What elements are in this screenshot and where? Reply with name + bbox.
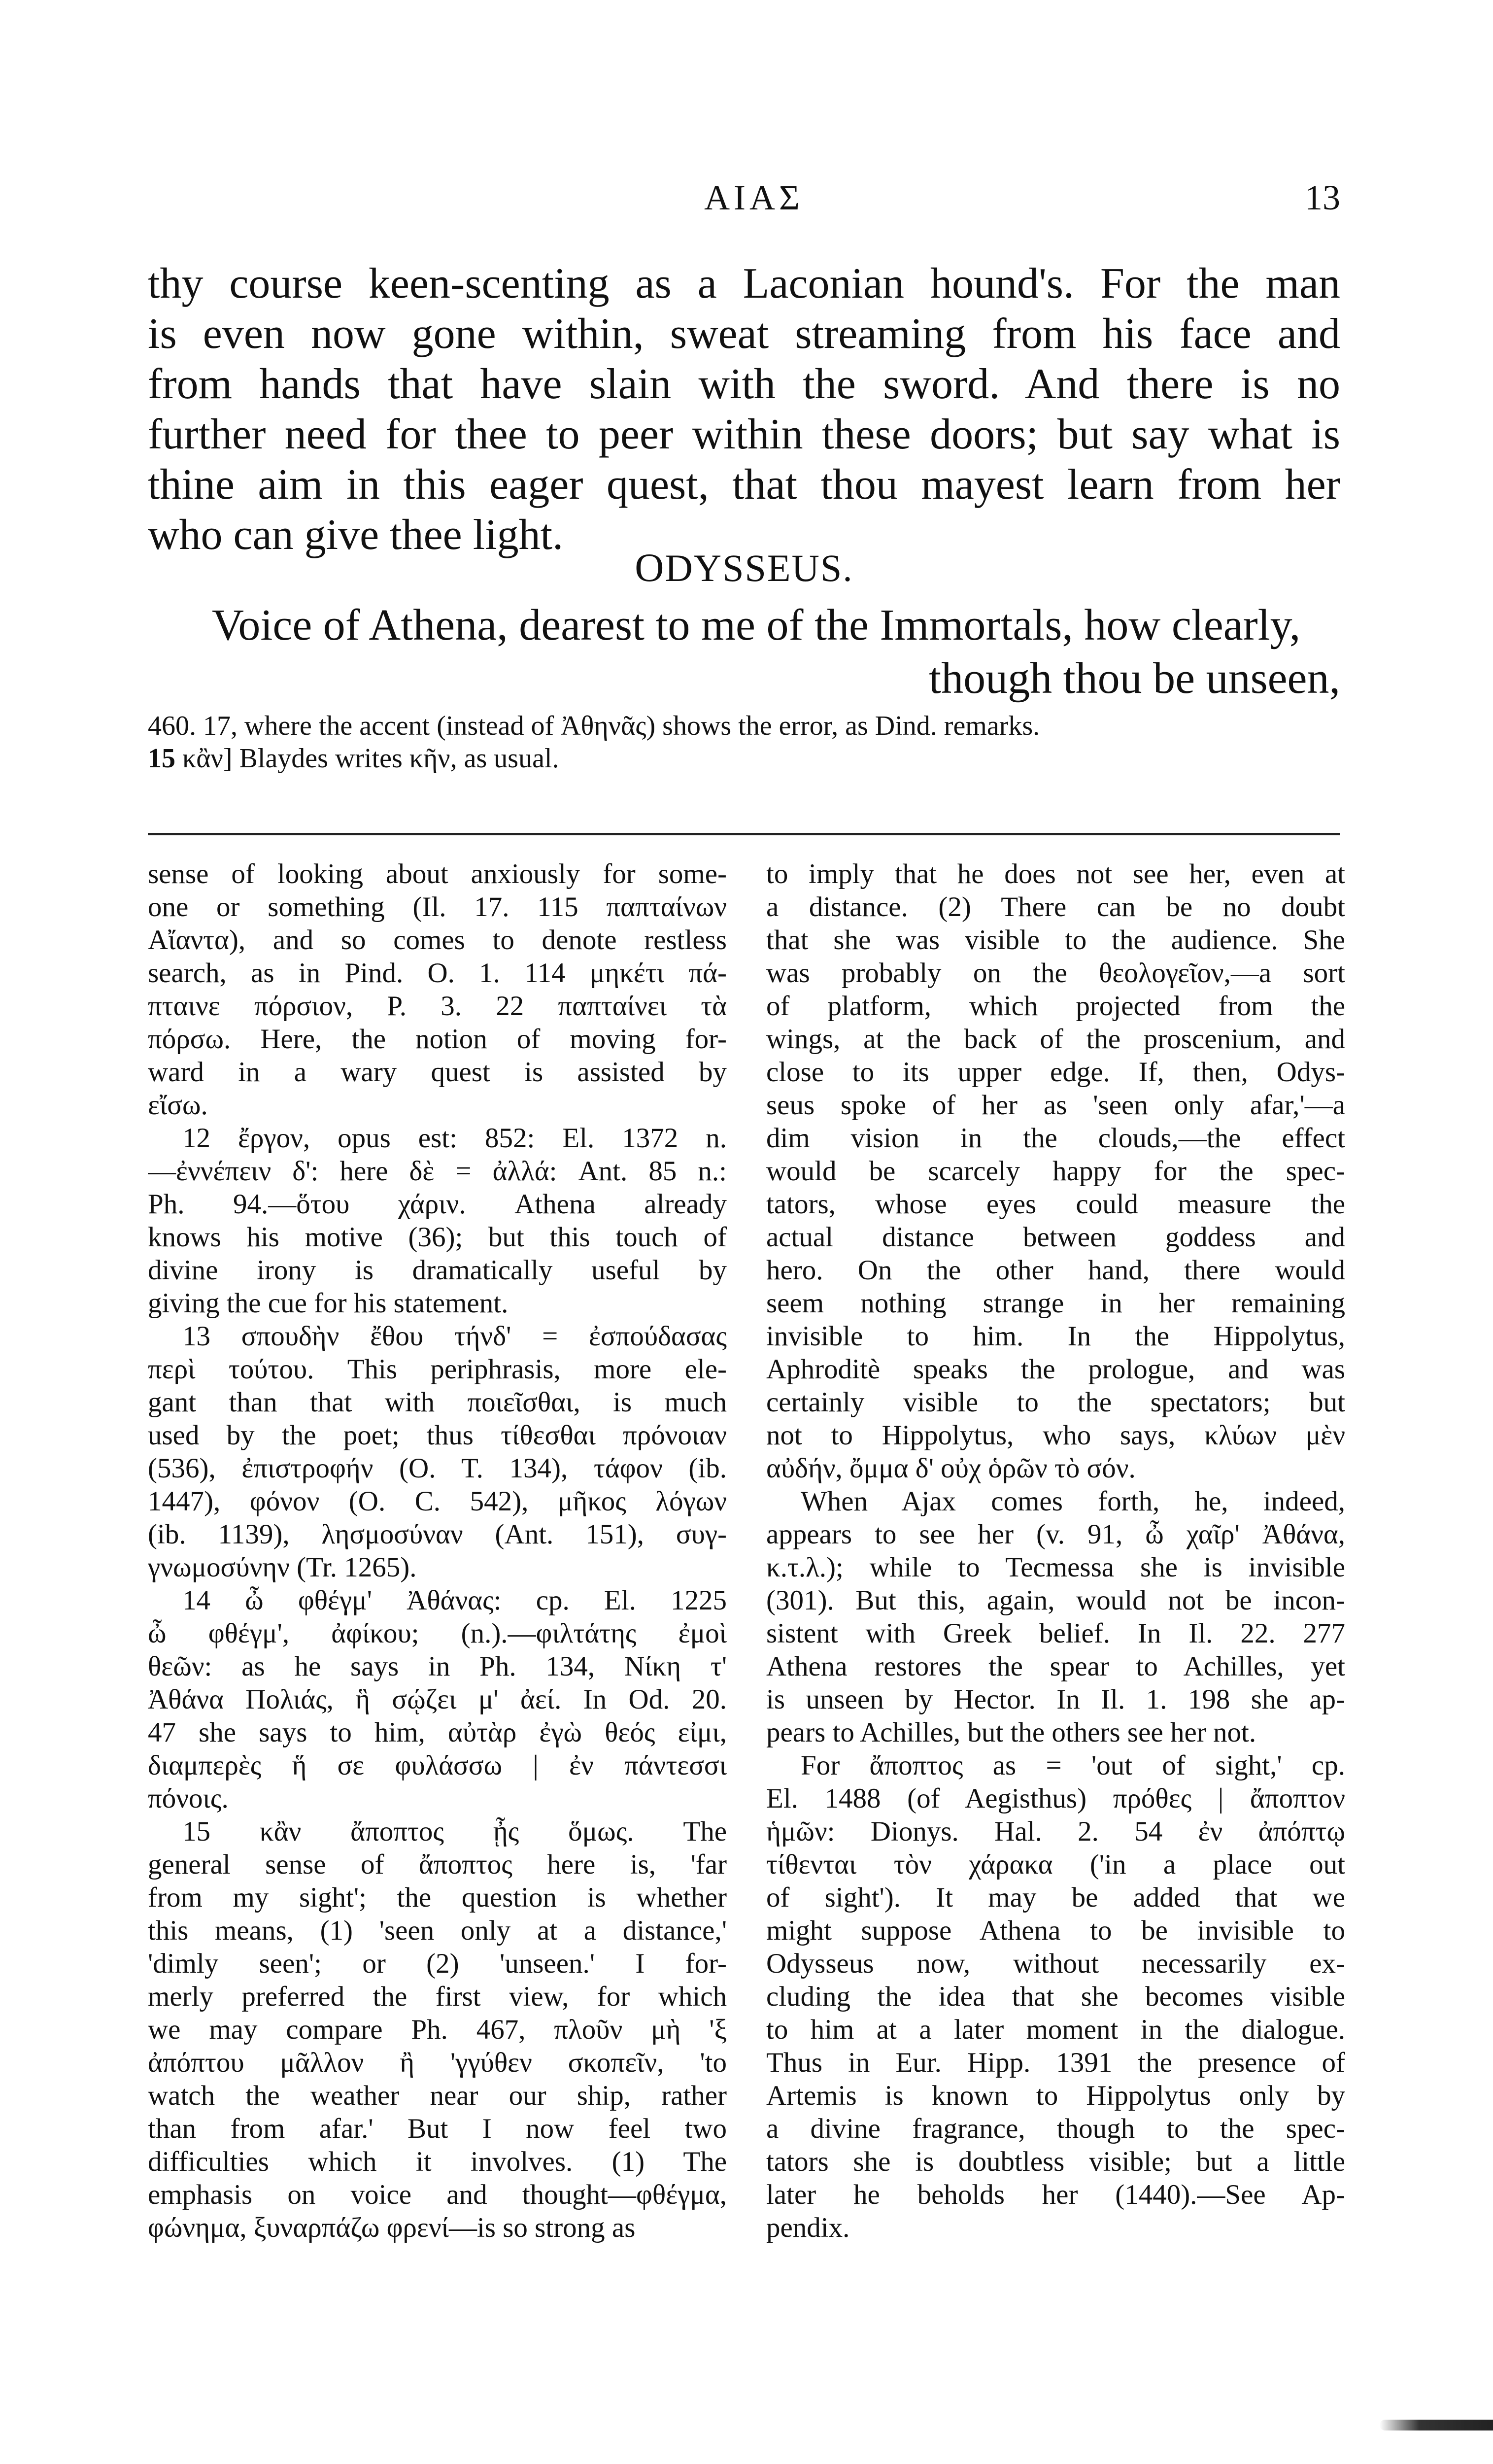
commentary-line: ward in a wary quest is assisted by xyxy=(148,1057,727,1088)
commentary-line: Aphroditè speaks the prologue, and was xyxy=(766,1354,1345,1385)
commentary-line: that she was visible to the audience. She xyxy=(766,924,1345,956)
commentary-line: close to its upper edge. If, then, Odys- xyxy=(766,1057,1345,1088)
commentary-line: to him at a later moment in the dialogue. xyxy=(766,2014,1345,2045)
page-number: 13 xyxy=(1305,178,1340,217)
commentary-line: dim vision in the clouds,—the effect xyxy=(766,1123,1345,1154)
commentary-line: Thus in Eur. Hipp. 1391 the presence of xyxy=(766,2047,1345,2078)
commentary-line: ἀπόπτου μᾶλλον ἢ 'γγύθεν σκοπεῖν, 'to xyxy=(148,2047,727,2078)
commentary-line: περὶ τούτου. This periphrasis, more ele- xyxy=(148,1354,727,1385)
commentary-line: would be scarcely happy for the spec- xyxy=(766,1156,1345,1187)
commentary-line: is unseen by Hector. In Il. 1. 198 she ap- xyxy=(766,1684,1345,1715)
commentary-line: later he beholds her (1440).—See Ap- xyxy=(766,2179,1345,2210)
commentary-line: κ.τ.λ.); while to Tecmessa she is invisible xyxy=(766,1552,1345,1583)
note-number: 15 xyxy=(148,743,175,774)
commentary-right-column xyxy=(766,857,1345,2244)
commentary-line: seem nothing strange in her remaining xyxy=(766,1288,1345,1319)
commentary-line: (ib. 1139), λησμοσύναν (Ant. 151), συγ- xyxy=(148,1519,727,1550)
commentary-line: certainly visible to the spectators; but xyxy=(766,1387,1345,1418)
commentary-line: For ἄποπτος as = 'out of sight,' cp. xyxy=(801,1750,1345,1781)
commentary-line: 47 she says to him, αὐτὰρ ἐγὼ θεός εἰμι, xyxy=(148,1717,727,1748)
commentary-left-column xyxy=(148,857,727,2244)
commentary-line: sistent with Greek belief. In Il. 22. 277 xyxy=(766,1618,1345,1649)
commentary-line: hero. On the other hand, there would xyxy=(766,1255,1345,1286)
commentary-line: to imply that he does not see her, even at xyxy=(766,858,1345,890)
commentary-line: 12 ἔργον, opus est: 852: El. 1372 n. xyxy=(182,1123,727,1154)
commentary-line: general sense of ἄποπτος here is, 'far xyxy=(148,1849,727,1880)
commentary-line: 1447), φόνον (O. C. 542), μῆκος λόγων xyxy=(148,1486,727,1517)
commentary-line: of sight'). It may be added that we xyxy=(766,1882,1345,1913)
commentary-line: πταινε πόρσιον, P. 3. 22 παπταίνει τὰ xyxy=(148,991,727,1022)
commentary-line: πόνοις. xyxy=(148,1783,229,1814)
commentary-line: might suppose Athena to be invisible to xyxy=(766,1915,1345,1946)
note-text: κἂν] Blaydes writes κῆν, as usual. xyxy=(182,743,559,774)
commentary-line: a divine fragrance, though to the spec- xyxy=(766,2113,1345,2144)
commentary-line: tators she is doubtless visible; but a little xyxy=(766,2146,1345,2177)
commentary-line: actual distance between goddess and xyxy=(766,1222,1345,1253)
commentary-line: tators, whose eyes could measure the xyxy=(766,1189,1345,1220)
commentary-line: ὦ φθέγμ', ἀφίκου; (n.).—φιλτάτης ἐμοὶ xyxy=(148,1618,727,1649)
scan-artifact xyxy=(1380,2420,1493,2430)
speaker-heading xyxy=(148,545,1340,591)
commentary-line: difficulties which it involves. (1) The xyxy=(148,2146,727,2177)
speaker-rest: DYSSEUS. xyxy=(665,547,853,589)
critical-note-line: 460. 17, where the accent (instead of Ἀθηνᾶς) shows the error, as Dind. remarks. xyxy=(148,711,1040,741)
commentary-line: Athena restores the spear to Achilles, yet xyxy=(766,1651,1345,1682)
commentary-line: πόρσω. Here, the notion of moving for- xyxy=(148,1024,727,1055)
commentary-line: a distance. (2) There can be no doubt xyxy=(766,891,1345,923)
commentary-line: 14 ὦ φθέγμ' Ἀθάνας: cp. El. 1225 xyxy=(182,1585,727,1616)
critical-note-line xyxy=(148,742,1340,775)
translation-line: from hands that have slain with the sword. And there is no xyxy=(148,360,1340,408)
commentary-line: was probably on the θεολογεῖον,—a sort xyxy=(766,958,1345,989)
verse-line: Voice of Athena, dearest to me of the Immortals, how clearly, xyxy=(212,601,1301,650)
commentary-line: φώνημα, ξυναρπάζω φρενί—is so strong as xyxy=(148,2212,636,2243)
commentary-line: watch the weather near our ship, rather xyxy=(148,2080,727,2111)
verse-translation xyxy=(148,599,1340,705)
critical-notes xyxy=(148,710,1340,775)
commentary-line: than from afar.' But I now feel two xyxy=(148,2113,727,2144)
translation-prose xyxy=(148,259,1340,560)
commentary-line: When Ajax comes forth, he, indeed, xyxy=(801,1486,1345,1517)
commentary-line: giving the cue for his statement. xyxy=(148,1288,509,1319)
running-head: ΑΙΑΣ xyxy=(704,178,804,217)
commentary-line: —ἐννέπειν δ': here δὲ = ἀλλά: Ant. 85 n.: xyxy=(148,1156,727,1187)
commentary-line: 15 κἂν ἄποπτος ᾖς ὅμως. The xyxy=(182,1816,727,1847)
translation-line: further need for thee to peer within these doors; but say what is xyxy=(148,411,1340,458)
commentary-line: (536), ἐπιστροφήν (O. T. 134), τάφον (ib. xyxy=(148,1453,727,1484)
commentary-line: merly preferred the first view, for which xyxy=(148,1981,727,2012)
verse-line: though thou be unseen, xyxy=(929,654,1340,703)
translation-line: thine aim in this eager quest, that thou mayest learn from her xyxy=(148,461,1340,509)
commentary-line: τίθενται τὸν χάρακα ('in a place out xyxy=(766,1849,1345,1880)
commentary-line: from my sight'; the question is whether xyxy=(148,1882,727,1913)
horizontal-rule xyxy=(148,833,1340,835)
commentary-line: θεῶν: as he says in Ph. 134, Νίκη τ' xyxy=(148,1651,727,1682)
commentary-line: (301). But this, again, would not be incon- xyxy=(766,1585,1345,1616)
translation-line: thy course keen-scenting as a Laconian hound's. For the man xyxy=(148,260,1340,308)
commentary-line: search, as in Pind. O. 1. 114 μηκέτι πά- xyxy=(148,958,727,989)
commentary-line: wings, at the back of the proscenium, and xyxy=(766,1024,1345,1055)
commentary-line: pendix. xyxy=(766,2212,850,2243)
commentary-line: 'dimly seen'; or (2) 'unseen.' I for- xyxy=(148,1948,727,1979)
commentary-line: διαμπερὲς ἥ σε φυλάσσω | ἐν πάντεσσι xyxy=(148,1750,727,1781)
translation-line: who can give thee light. xyxy=(148,511,564,559)
commentary-line: seus spoke of her as 'seen only afar,'—a xyxy=(766,1090,1345,1121)
commentary-line: we may compare Ph. 467, πλοῦν μὴ 'ξ xyxy=(148,2014,727,2045)
commentary-line: cluding the idea that she becomes visible xyxy=(766,1981,1345,2012)
commentary-line: one or something (Il. 17. 115 παπταίνων xyxy=(148,891,727,923)
commentary-line: Ph. 94.—ὅτου χάριν. Athena already xyxy=(148,1189,727,1220)
commentary-line: divine irony is dramatically useful by xyxy=(148,1255,727,1286)
commentary-line: Odysseus now, without necessarily ex- xyxy=(766,1948,1345,1979)
commentary-line: γνωμοσύνην (Tr. 1265). xyxy=(148,1552,417,1583)
commentary-line: Artemis is known to Hippolytus only by xyxy=(766,2080,1345,2111)
commentary-line: of platform, which projected from the xyxy=(766,991,1345,1022)
commentary-line: knows his motive (36); but this touch of xyxy=(148,1222,727,1253)
commentary-line: ἡμῶν: Dionys. Hal. 2. 54 ἐν ἀπόπτῳ xyxy=(766,1816,1345,1847)
commentary-line: Ἀθάνα Πολιάς, ἣ σῴζει μ' ἀεί. In Od. 20. xyxy=(148,1684,727,1715)
commentary-line: invisible to him. In the Hippolytus, xyxy=(766,1321,1345,1352)
commentary-line: El. 1488 (of Aegisthus) πρόθες | ἄποπτον xyxy=(766,1783,1345,1814)
commentary-line: 13 σπουδὴν ἔθου τήνδ' = ἐσπούδασας xyxy=(182,1321,727,1352)
speaker-initial: O xyxy=(635,545,665,590)
commentary-line: this means, (1) 'seen only at a distance,' xyxy=(148,1915,727,1946)
commentary-line: emphasis on voice and thought—φθέγμα, xyxy=(148,2179,727,2210)
commentary-line: used by the poet; thus τίθεσθαι πρόνοιαν xyxy=(148,1420,727,1451)
commentary-line: gant than that with ποιεῖσθαι, is much xyxy=(148,1387,727,1418)
commentary-line: pears to Achilles, but the others see her not. xyxy=(766,1717,1256,1748)
commentary-line: sense of looking about anxiously for some- xyxy=(148,858,727,890)
commentary-line: αὐδήν, ὄμμα δ' οὐχ ὁρῶν τὸ σόν. xyxy=(766,1453,1136,1484)
commentary-line: appears to see her (v. 91, ὦ χαῖρ' Ἀθάνα, xyxy=(766,1519,1345,1550)
commentary-line: not to Hippolytus, who says, κλύων μὲν xyxy=(766,1420,1345,1451)
commentary-line: Αἴαντα), and so comes to denote restless xyxy=(148,924,727,956)
translation-line: is even now gone within, sweat streaming from his face and xyxy=(148,310,1340,358)
commentary-line: εἴσω. xyxy=(148,1090,208,1121)
